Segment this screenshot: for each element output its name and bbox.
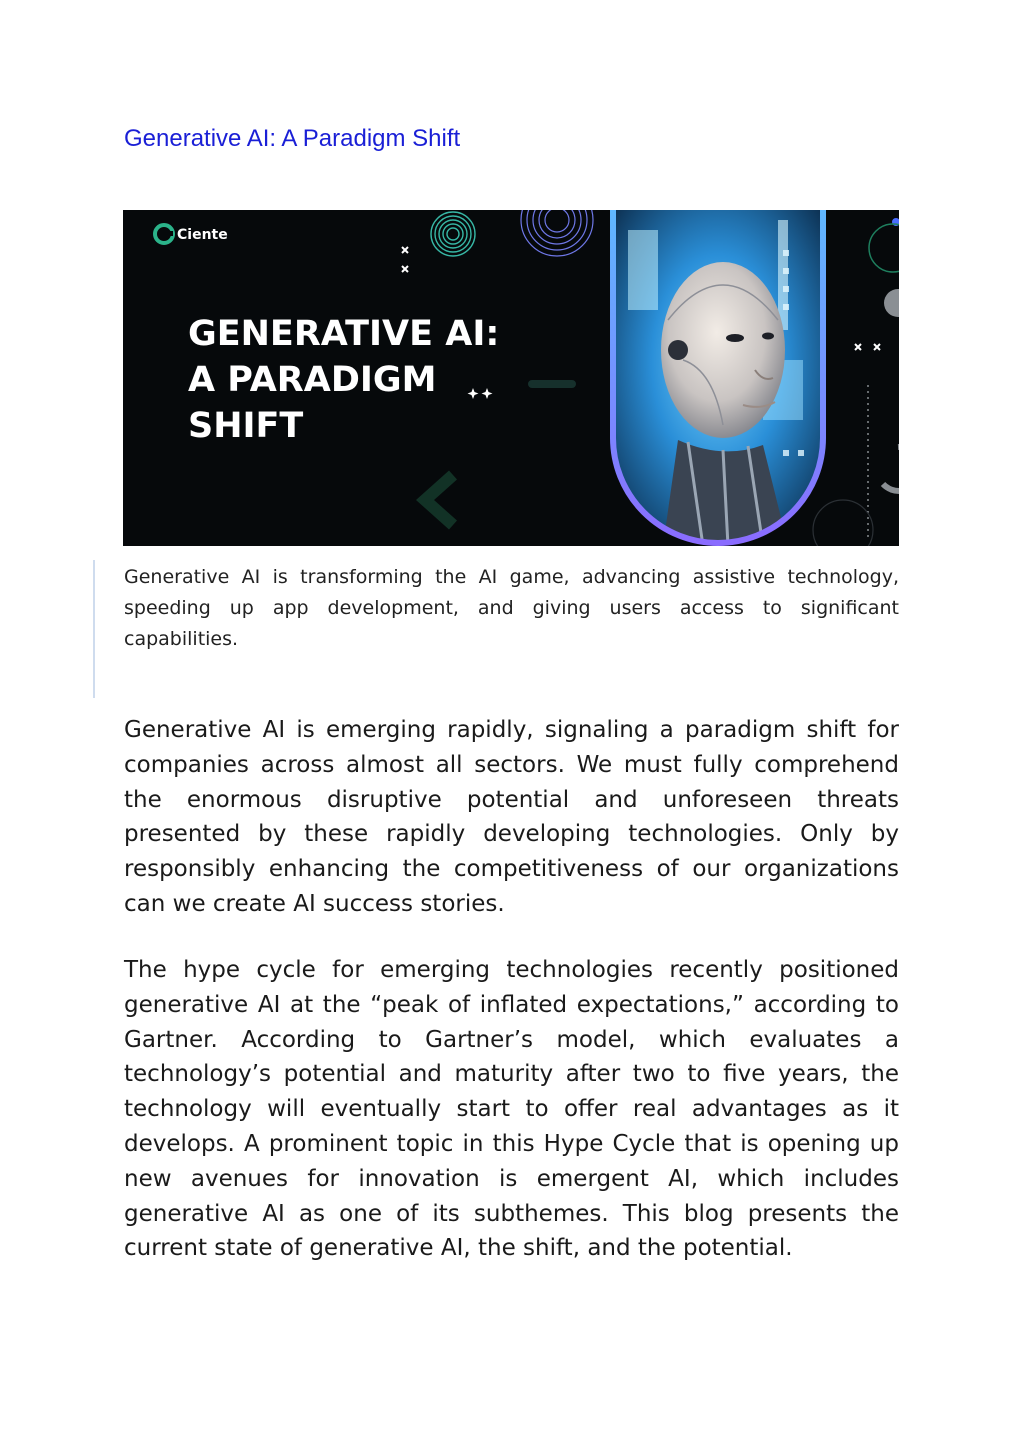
decorative-half-circle-icon [884,289,899,317]
decorative-sparkle-icon [468,388,493,399]
body-paragraph-1: Generative AI is emerging rapidly, signaling a paradigm shift for companies across almost all sectors. We must fully comprehend the enormous disruptive potential and unforeseen threats presented by these rapidly developing technologies. Only by responsibly enhancing the competitiveness of our organizations can we create AI success stories. [124,717,899,917]
pull-quote [93,560,899,698]
page-title: Generative AI: A Paradigm Shift [124,125,461,152]
body-paragraph-2: The hype cycle for emerging technologies recently positioned generative AI at the “peak of inflated expectations,” according to Gartner. According to Gartner’s model, which evaluates a technology’s potential and maturity after two to five years, the technology will eventually start to offer real advantages as it develops. A prominent topic in this Hype Cycle that is opening up new avenues for innovation is emergent AI, which includes generative AI as one of its subthemes. This blog presents the current state of generative AI, the shift, and the potential. [124,957,899,1262]
robot-portrait [613,210,823,546]
hero-banner-image [123,210,899,546]
hero-headline [188,314,499,446]
brand-logo [155,225,228,243]
quote-bar [93,560,95,698]
decorative-arc-icon [883,447,899,491]
faint-chevron-icon [425,475,453,525]
hero-headline-line-3: SHIFT [188,406,304,446]
decorative-ring-icon [869,224,899,272]
decorative-outline-circle-icon [813,500,873,546]
hero-illustration [123,210,899,546]
faint-bar-shape [528,380,576,388]
brand-name: Ciente [177,227,228,243]
hero-headline-line-2: A PARADIGM [188,360,437,400]
hero-headline-line-1: GENERATIVE AI: [188,314,500,354]
concentric-circle-icon [521,210,593,256]
quote-text: Generative AI is transforming the AI game, advancing assistive technology, speeding up app development, and giving users access to significant capabilities. [124,566,899,650]
swirl-circle-icon [431,212,475,256]
